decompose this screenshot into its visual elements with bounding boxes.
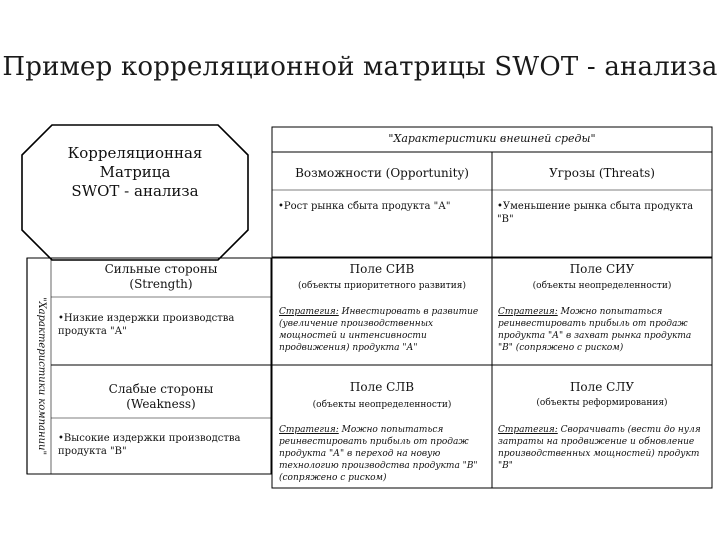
weaknesses-heading-line-2: (Weakness) (126, 397, 196, 411)
threats-item: • Уменьшение рынка сбыта продукта "В" (497, 200, 709, 226)
field-siv-subtitle: (объекты приоритетного развития) (298, 281, 466, 291)
weaknesses-heading-line-1: Слабые стороны (108, 382, 214, 396)
field-slu-subtitle: (объекты реформирования) (536, 398, 668, 408)
corner-line-3: SWOT - анализа (71, 182, 199, 200)
field-siu-subtitle: (объекты неопределенности) (532, 281, 672, 291)
corner-line-1: Корреляционная (67, 144, 203, 162)
opportunity-item: • Рост рынка сбыта продукта "А" (278, 200, 488, 213)
strengths-item: • Низкие издержки производства продукта "А" (58, 312, 268, 338)
field-slu-name: Поле СЛУ (569, 380, 635, 394)
corner-line-2: Матрица (99, 163, 171, 181)
weaknesses-item: • Высокие издержки производства продукта "В" (58, 432, 268, 458)
strengths-heading (51, 262, 271, 292)
internal-header: "Характеристики компании" (36, 296, 47, 456)
strategy-label: Стратегия: (498, 425, 558, 435)
page-title: Пример корреляционной матрицы SWOT - анализа (2, 52, 718, 82)
opportunity-heading: Возможности (Opportunity) (295, 166, 469, 180)
field-siv-name: Поле СИВ (349, 262, 415, 276)
field-slv-strategy: Стратегия: Можно попытаться реинвестировать прибыль от продаж продукта "А" в переход на новую технологию производства продукта "В" (сопряжено с риском) (279, 425, 478, 483)
threats-heading: Угрозы (Threats) (549, 166, 655, 180)
field-siu-strategy: Стратегия: Можно попытаться реинвестировать прибыль от продаж продукта "А" в захват рынка продукта "В" (сопряжено с риском) (498, 307, 692, 353)
external-header: "Характеристики внешней среды" (388, 132, 596, 145)
field-siv-strategy: Стратегия: Инвестировать в развитие (увеличение производственных мощностей и интенсивности продвижения) продукта "А" (279, 307, 479, 353)
strategy-label: Стратегия: (498, 307, 558, 317)
field-slu-strategy: Стратегия: Сворачивать (вести до нуля затраты на продвижение и обновление производственных мощностей) продукт "В" (498, 425, 701, 471)
strategy-label: Стратегия: (279, 307, 339, 317)
strengths-heading-line-2: (Strength) (129, 277, 193, 291)
strengths-heading-line-1: Сильные стороны (104, 262, 218, 276)
weaknesses-heading (51, 382, 271, 412)
corner-label (40, 144, 230, 201)
field-siu-name: Поле СИУ (569, 262, 635, 276)
field-slv-name: Поле СЛВ (349, 380, 415, 394)
field-slv-subtitle: (объекты неопределенности) (312, 400, 452, 410)
strategy-label: Стратегия: (279, 425, 339, 435)
